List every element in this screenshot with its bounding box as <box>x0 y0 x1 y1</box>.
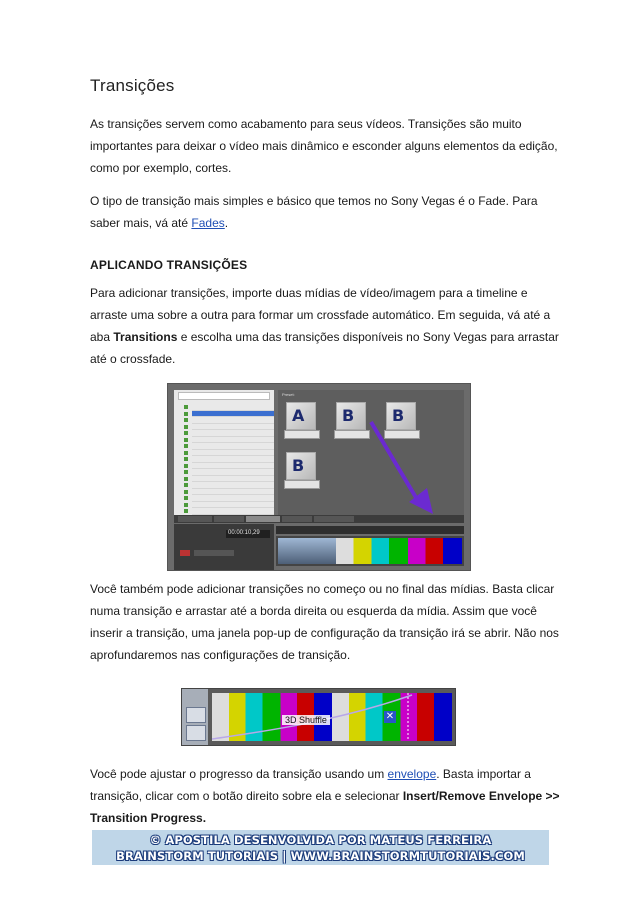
section-heading: APLICANDO TRANSIÇÕES <box>90 258 248 272</box>
footer-banner <box>92 830 549 865</box>
timeline-header <box>174 524 274 570</box>
edges-paragraph: Você também pode adicionar transições no começo ou no final das mídias. Basta clicar numa transição e arrastar até a borda direita ou esquerda da mídia. Assim que você inserir a transição, uma janela pop-up de configuração da transição irá se abrir. Não nos aprofundaremos nas configurações de transição. <box>90 582 559 662</box>
envelope-text-a: Você pode ajustar o progresso da transição usando um <box>90 767 388 781</box>
envelope-text-b: . Basta importar a transição, clicar com o botão direito sobre ela e selecionar <box>90 767 531 803</box>
preset-label: Preset: <box>282 392 295 397</box>
envelope-curve <box>212 693 452 741</box>
transitions-bold: Transitions <box>113 330 178 344</box>
preset-thumb-slot-machine: B <box>386 402 416 430</box>
timeline-ruler <box>276 526 464 534</box>
timeline-track <box>276 536 464 566</box>
apply-paragraph <box>90 282 560 370</box>
transition-icon <box>186 725 206 741</box>
preset-thumb-simple: A <box>286 402 316 430</box>
timecode-display: 00:00:10,29 <box>226 530 270 538</box>
track-header <box>182 689 208 745</box>
intro-paragraph: As transições servem como acabamento para seus vídeos. Transições são muito importantes para deixar o vídeo mais dinâmico e esconder alguns elementos da edição, como por exemplo, cortes. <box>90 117 558 175</box>
page-title: Transições <box>90 76 175 95</box>
envelope-menu-path: Insert/Remove Envelope >> Transition Progress. <box>90 789 560 825</box>
transition-x-icon: ✕ <box>385 711 395 722</box>
timeline-transition-screenshot <box>181 688 456 746</box>
fades-link[interactable]: Fades <box>191 216 225 230</box>
preset-thumb-spin: B <box>286 452 316 480</box>
tree-search-box <box>178 392 270 400</box>
transition-label: 3D Shuffle <box>282 715 330 725</box>
drag-arrow-icon <box>363 414 443 524</box>
footer-line-2: BRAINSTORM TUTORIAIS | WWW.BRAINSTORMTUTORIAIS.COM <box>116 849 525 863</box>
transition-icon <box>186 707 206 723</box>
fade-text: O tipo de transição mais simples e básico que temos no Sony Vegas é o Fade. Para saber mais, vá até <box>90 194 538 230</box>
preset-caption <box>284 430 320 439</box>
fade-text-end: . <box>224 216 229 230</box>
apply-text-b: e escolha uma das transições disponíveis no Sony Vegas para arrastar até o crossfade. <box>90 330 559 366</box>
preset-caption <box>284 480 320 489</box>
apply-text-a: Para adicionar transições, importe duas mídias de vídeo/imagem para a timeline e arraste uma sobre a outra para formar um crossfade automático. Em seguida, vá até a aba <box>90 286 551 344</box>
envelope-paragraph <box>90 763 560 829</box>
preset-thumb-left-to-right: B <box>336 402 366 430</box>
envelope-link[interactable]: envelope <box>387 767 437 781</box>
transitions-panel-screenshot <box>167 383 471 571</box>
footer-line-1: © APOSTILA DESENVOLVIDA POR MATEUS FERREIRA <box>149 833 492 847</box>
fade-paragraph <box>90 190 560 234</box>
transitions-tree <box>174 390 274 515</box>
